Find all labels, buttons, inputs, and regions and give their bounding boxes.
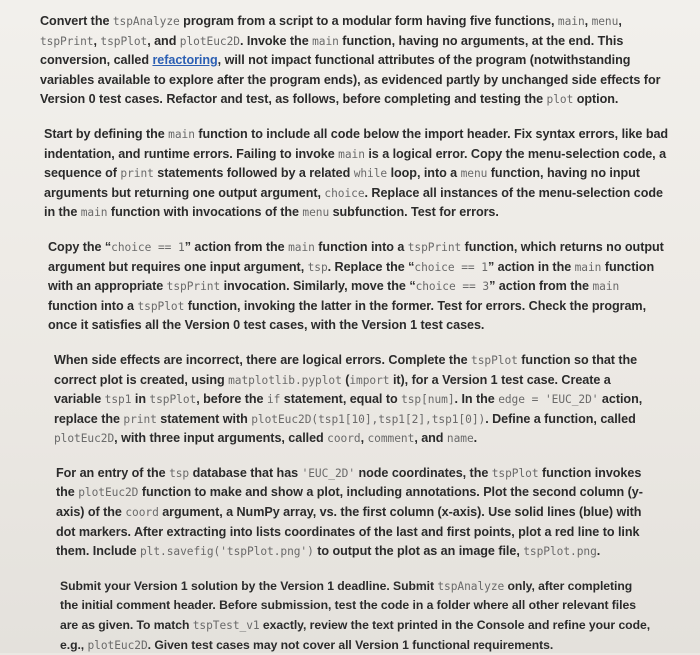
text-run: ” action from the: [184, 239, 289, 254]
inline-code: main: [312, 34, 339, 48]
text-run: ,: [584, 14, 592, 28]
inline-code: choice == 1: [111, 240, 185, 254]
inline-code: tspAnalyze: [437, 579, 505, 593]
inline-code: coord: [327, 432, 361, 446]
inline-code: plotEuc2D: [87, 638, 148, 652]
inline-code: tspPrint: [40, 34, 94, 48]
inline-code: tspPrint: [407, 240, 462, 254]
inline-code: main: [557, 15, 585, 28]
inline-code: print: [123, 412, 157, 426]
text-run: For an entry of the: [56, 465, 170, 480]
text-run: function into a: [314, 239, 408, 254]
text-run: ,: [618, 14, 622, 28]
inline-code: tspPlot: [100, 34, 148, 48]
inline-code: if: [266, 393, 281, 407]
text-run: function, invoking the latter in the former. Test for errors. Check the program, once it satisfies all the Version 0 test cases, with the Version 1 test cases.: [48, 298, 647, 333]
text-run: statement, equal to: [280, 392, 402, 407]
text-run: . Define a function, called: [485, 411, 636, 426]
text-run: , before the: [196, 392, 267, 407]
text-run: function, having no input arguments but returning one output argument,: [44, 166, 640, 200]
text-run: Convert the: [40, 14, 113, 28]
text-run: loop, into a: [387, 166, 461, 181]
inline-code: choice: [324, 186, 365, 200]
inline-code: import: [349, 373, 390, 387]
inline-code: tspTest_v1: [192, 619, 260, 633]
inline-code: tspAnalyze: [112, 15, 180, 28]
text-run: . Replace all instances of the menu-selection code in the: [44, 185, 663, 220]
refactoring-link[interactable]: refactoring: [152, 53, 218, 68]
text-run: When side effects are incorrect, there are logical errors. Complete the: [54, 352, 472, 367]
inline-code: menu: [302, 206, 330, 220]
text-run: to output the plot as an image file,: [313, 544, 524, 559]
text-run: (: [341, 372, 350, 387]
inline-code: plotEuc2D: [179, 34, 240, 48]
text-run: ” action from the: [489, 279, 593, 294]
text-run: function into a: [48, 298, 138, 313]
text-run: Submit your Version 1 solution by the Version 1 deadline. Submit: [60, 578, 438, 593]
text-run: ,: [93, 33, 101, 48]
inline-code: tspPlot: [471, 353, 518, 367]
inline-code: main: [168, 127, 195, 141]
inline-code: comment: [367, 432, 415, 446]
inline-code: plot: [546, 93, 574, 107]
inline-code: menu: [460, 167, 488, 181]
text-run: function with invocations of the: [107, 205, 303, 220]
inline-code: main: [338, 147, 365, 161]
text-run: is a logical error. Copy the menu-selection code, a sequence of: [44, 146, 667, 181]
inline-code: plotEuc2D(tsp1[10],tsp1[2],tsp1[0]): [251, 412, 486, 426]
paragraph-main-function: [44, 125, 670, 223]
inline-code: tsp: [307, 260, 328, 274]
text-run: statements followed by a related: [153, 166, 354, 181]
inline-code: choice == 1: [414, 260, 488, 274]
inline-code: menu: [591, 15, 619, 28]
inline-code: print: [120, 167, 154, 181]
paragraph-ploteuc2d: [56, 464, 656, 562]
inline-code: tspPlot: [491, 466, 539, 480]
inline-code: tspPlot: [137, 299, 185, 313]
text-run: . Replace the “: [327, 259, 415, 274]
text-run: exactly, review the text printed in the Console and refine your code, e.g.,: [60, 618, 651, 652]
text-run: , and: [414, 431, 447, 446]
text-run: it), for a Version 1 test case. Create a variable: [54, 372, 611, 407]
inline-code: tspPrint: [166, 280, 221, 294]
inline-code: plt.savefig('tspPlot.png'): [139, 545, 314, 559]
text-run: Start by defining the: [44, 126, 169, 141]
inline-code: tspPlot: [149, 393, 197, 407]
text-run: ” action in the: [487, 259, 575, 274]
inline-code: edge = 'EUC_2D': [498, 393, 599, 407]
text-run: invocation. Similarly, move the “: [220, 279, 416, 294]
text-run: . In the: [454, 392, 499, 407]
text-run: argument, a NumPy array, vs. the first column (x-axis). Use solid lines (blue) with dot markers. After extracting into lists coordinates of the last and first points, plot a red line to link them. Include: [56, 505, 642, 559]
inline-code: tsp: [169, 466, 190, 480]
inline-code: coord: [125, 506, 159, 520]
inline-code: tspPlot.png: [523, 545, 597, 559]
text-run: option.: [573, 92, 619, 107]
inline-code: while: [353, 167, 388, 181]
text-run: in: [131, 392, 150, 407]
inline-code: tsp1: [104, 393, 132, 407]
inline-code: name: [446, 432, 474, 446]
text-run: subfunction. Test for errors.: [329, 205, 499, 220]
text-run: function to make and show a plot, including annotations. Plot the second column (y-axis) of the: [56, 485, 643, 520]
paragraph-refactor-intro: [40, 12, 670, 110]
inline-code: matplotlib.pyplot: [228, 373, 342, 387]
text-run: , with three input arguments, called: [114, 431, 328, 446]
text-run: . Given test cases may not cover all Version 1 functional requirements.: [147, 637, 554, 652]
inline-code: main: [80, 206, 108, 220]
text-run: function, which returns no output argument but requires one input argument,: [48, 239, 664, 274]
text-run: ,: [360, 431, 368, 446]
text-run: program from a script to a modular form having five functions,: [179, 14, 558, 28]
inline-code: choice == 3: [415, 280, 490, 294]
text-run: function invokes the: [56, 465, 642, 500]
text-run: function to include all code below the import header. Fix syntax errors, like bad indentation, and runtime errors. Failing to invoke: [44, 126, 669, 161]
paragraph-submission: [60, 577, 652, 655]
text-run: . Invoke the: [239, 33, 313, 48]
text-run: .: [596, 544, 601, 559]
text-run: function with an appropriate: [48, 259, 655, 294]
text-run: function, having no arguments, at the end. This conversion, called: [40, 33, 624, 68]
text-run: only, after completing the initial comment header. Before submission, test the code in a folder where all other relevant files are as given. To match: [60, 578, 636, 633]
paragraph-tspprint-tspplot: [48, 238, 670, 336]
text-run: statement with: [156, 411, 252, 426]
text-run: , will not impact functional attributes of the program (notwithstanding variables available to explore after the program ends), as evidenced partly by unchanged side effects for Version 0 test cases. Refactor and test, as follows, before completing and testing the: [40, 53, 661, 107]
inline-code: 'EUC_2D': [301, 466, 356, 480]
text-run: Copy the “: [48, 239, 112, 254]
inline-code: main: [592, 280, 620, 294]
inline-code: tsp[num]: [401, 393, 455, 407]
text-run: database that has: [189, 465, 302, 480]
text-run: function so that the correct plot is created, using: [54, 352, 638, 387]
inline-code: plotEuc2D: [54, 432, 115, 446]
inline-code: main: [574, 260, 602, 274]
inline-code: plotEuc2D: [78, 486, 139, 500]
text-run: node coordinates, the: [355, 465, 492, 480]
paragraph-logical-errors: [54, 351, 652, 449]
text-run: action, replace the: [54, 392, 643, 426]
text-run: , and: [147, 33, 180, 48]
text-run: .: [473, 431, 478, 446]
inline-code: main: [288, 240, 315, 254]
